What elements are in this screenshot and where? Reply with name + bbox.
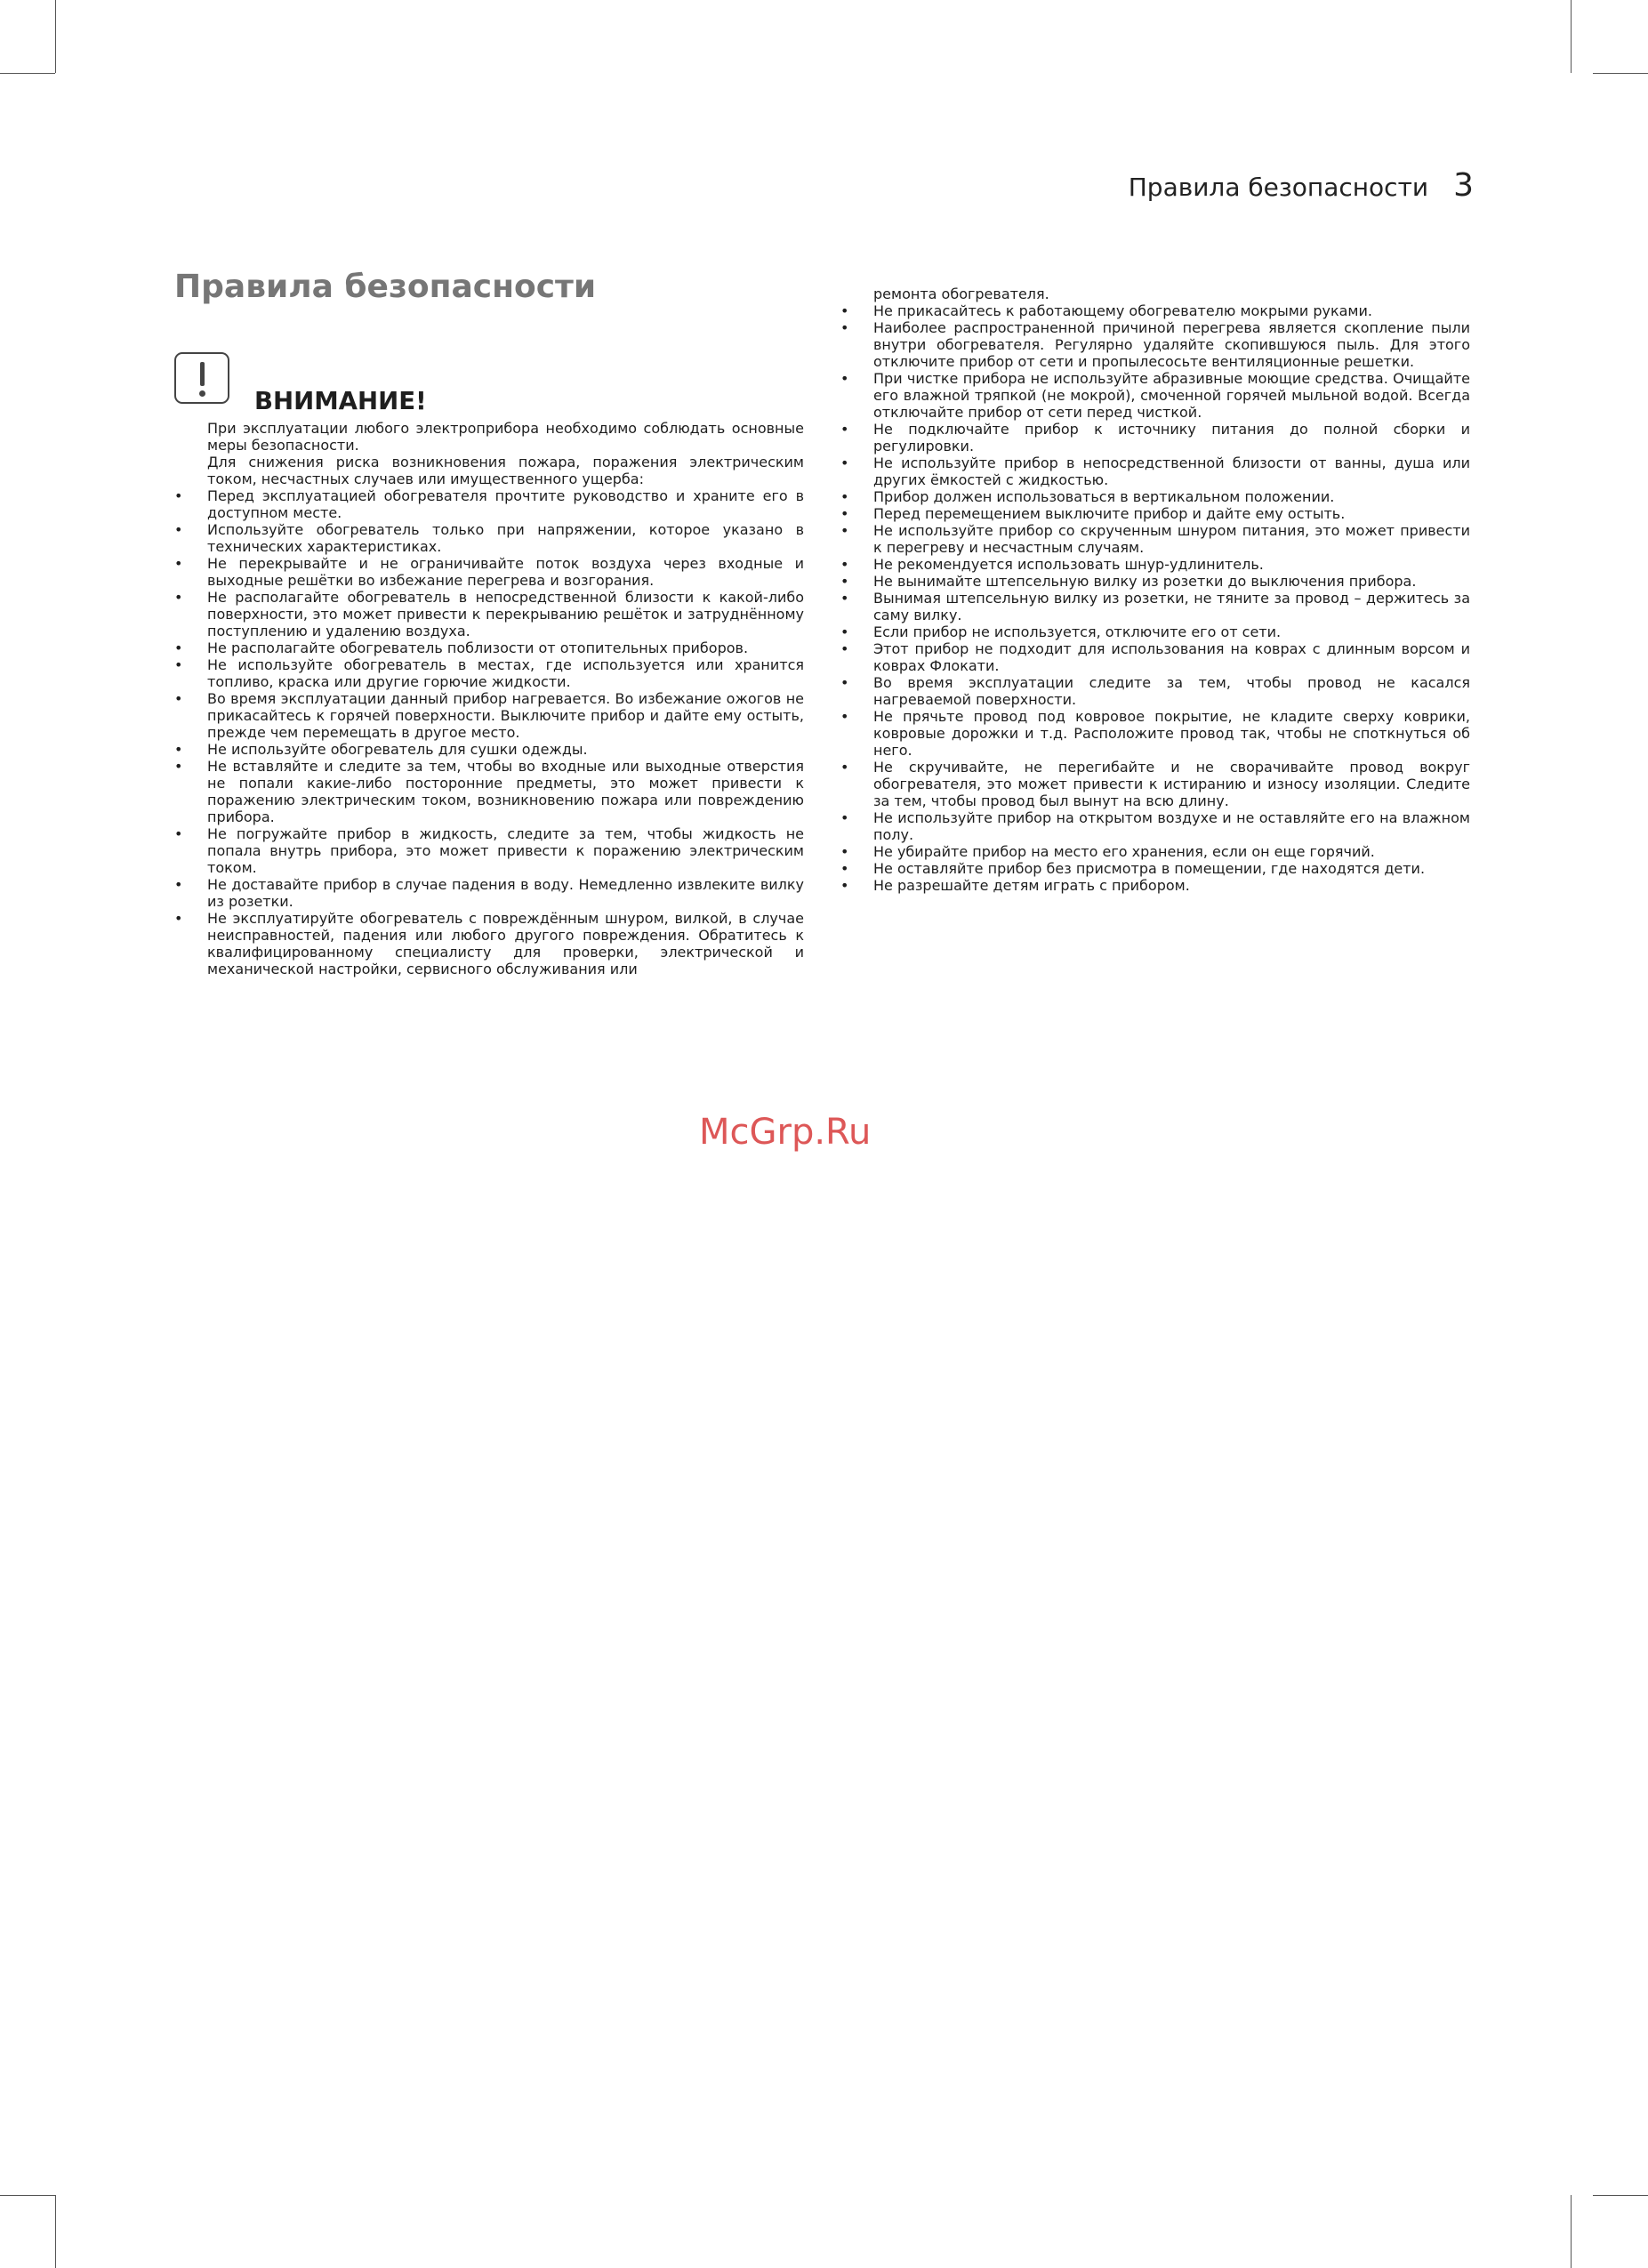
crop-mark [55,0,56,73]
list-item: • Не прячьте провод под ковровое покрытие, не кладите сверху коврики, ковровые дорожки и т.д. Расположите провод так, чтобы не споткнуться об него. [840,708,1470,759]
list-item: • Не используйте обогреватель для сушки одежды. [174,741,804,758]
warning-paragraph: Для снижения риска возникновения пожара, поражения электрическим током, несчастных случаев или имущественного ущерба: [207,454,804,487]
list-item: • Не доставайте прибор в случае падения в воду. Немедленно извлеките вилку из розетки. [174,876,804,910]
list-item: • Наиболее распространенной причиной перегрева является скопление пыли внутри обогревателя. Регулярно удаляйте скопившуюся пыль. Для этого отключите прибор от сети и пропылесосьте вентиляционные решетки. [840,319,1470,370]
list-item: • Если прибор не используется, отключите его от сети. [840,623,1470,640]
list-item: • Во время эксплуатации следите за тем, чтобы провод не касался нагреваемой поверхности. [840,674,1470,708]
list-item: • Во время эксплуатации данный прибор нагревается. Во избежание ожогов не прикасайтесь к горячей поверхности. Выключите прибор и дайте ему остыть, прежде чем перемещать в другое место. [174,690,804,741]
crop-mark [0,73,55,74]
section-title: Правила безопасности [174,269,597,305]
list-item: • Перед перемещением выключите прибор и дайте ему остыть. [840,505,1470,522]
list-item: • Не оставляйте прибор без присмотра в помещении, где находятся дети. [840,860,1470,877]
list-item: • Не используйте прибор со скрученным шнуром питания, это может привести к перегреву и несчастным случаям. [840,522,1470,556]
right-safety-list [840,302,1470,894]
exclamation-icon [174,352,229,404]
list-item: • Этот прибор не подходит для использования на коврах с длинным ворсом и коврах Флокати. [840,640,1470,674]
header-title: Правила безопасности [1128,173,1429,202]
warning-block [174,352,804,415]
page-header [1129,167,1474,204]
list-item: • Не вставляйте и следите за тем, чтобы во входные или выходные отверстия не попали какие-либо посторонние предметы, это может привести к поражению электрическим током, возникновению пожара или повреждению прибора. [174,758,804,825]
list-item: • Не перекрывайте и не ограничивайте поток воздуха через входные и выходные решётки во избежание перегрева и возгорания. [174,555,804,589]
crop-mark [1571,2195,1572,2268]
crop-mark [1571,0,1572,73]
crop-mark [0,2195,55,2196]
list-item: • Не вынимайте штепсельную вилку из розетки до выключения прибора. [840,573,1470,590]
list-item: • Не скручивайте, не перегибайте и не сворачивайте провод вокруг обогревателя, это может привести к истиранию и износу изоляции. Следите за тем, чтобы провод был вынут на всю длину. [840,759,1470,809]
list-item: • При чистке прибора не используйте абразивные моющие средства. Очищайте его влажной тряпкой (не мокрой), смоченной горячей мыльной водой. Всегда отключайте прибор от сети перед чисткой. [840,370,1470,421]
list-item: • Прибор должен использоваться в вертикальном положении. [840,488,1470,505]
list-item: • Не используйте обогреватель в местах, где используется или хранится топливо, краска или другие горючие жидкости. [174,656,804,690]
list-item: • Вынимая штепсельную вилку из розетки, не тяните за провод – держитесь за саму вилку. [840,590,1470,623]
list-item: • Не располагайте обогреватель поблизости от отопительных приборов. [174,639,804,656]
list-item: • Используйте обогреватель только при напряжении, которое указано в технических характеристиках. [174,521,804,555]
list-item: • Не используйте прибор на открытом воздухе и не оставляйте его на влажном полу. [840,809,1470,843]
list-item: • Не рекомендуется использовать шнур-удлинитель. [840,556,1470,573]
page-number: 3 [1453,167,1474,204]
list-item: • Не убирайте прибор на место его хранения, если он еще горячий. [840,843,1470,860]
right-column [840,286,1470,894]
crop-mark [1593,2195,1648,2196]
continuation-text: ремонта обогревателя. [873,286,1049,302]
warning-paragraph: При эксплуатации любого электроприбора необходимо соблюдать основные меры безопасности. [207,420,804,454]
watermark: McGrp.Ru [699,1112,872,1153]
list-item: • Не располагайте обогреватель в непосредственной близости к какой-либо поверхности, это может привести к перекрыванию решёток и затруднённому поступлению и удалению воздуха. [174,589,804,639]
left-safety-list [174,487,804,977]
left-column [174,420,804,977]
list-item: • Не эксплуатируйте обогреватель с повреждённым шнуром, вилкой, в случае неисправностей, падения или любого другого повреждения. Обратитесь к квалифицированному специалисту для проверки, электрической и механической настройки, сервисного обслуживания или [174,910,804,977]
list-item: • Перед эксплуатацией обогревателя прочтите руководство и храните его в доступном месте. [174,487,804,521]
list-item: • Не прикасайтесь к работающему обогревателю мокрыми руками. [840,302,1470,319]
list-item: • Не погружайте прибор в жидкость, следите за тем, чтобы жидкость не попала внутрь прибора, это может привести к поражению электрическим током. [174,825,804,876]
list-item: • Не подключайте прибор к источнику питания до полной сборки и регулировки. [840,421,1470,454]
warning-label: ВНИМАНИЕ! [254,386,427,415]
crop-mark [1593,73,1648,74]
list-item: • Не используйте прибор в непосредственной близости от ванны, душа или других ёмкостей с жидкостью. [840,454,1470,488]
crop-mark [55,2195,56,2268]
list-item: • Не разрешайте детям играть с прибором. [840,877,1470,894]
